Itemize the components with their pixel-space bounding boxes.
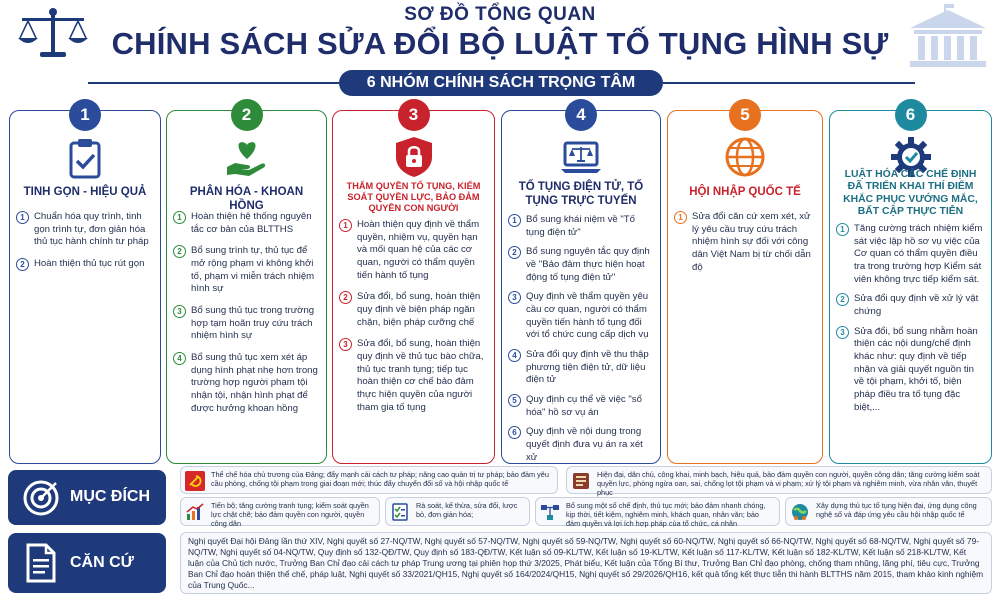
column-number-badge: 4 [565,99,597,131]
flow-icon [540,502,560,522]
purpose-box: Rà soát, kế thừa, sửa đổi, lược bỏ, đơn giản hóa; [385,497,530,526]
list-item: 6 Quy định về nội dung trong quyết định đưa vụ án ra xét xử [508,426,654,464]
clipboard-check-icon [63,135,107,179]
list-item: 3 Sửa đổi, bổ sung nhằm hoàn thiện các nội dung/chế định khác như: quy định về tiếp nhận và giải quyết nguồn tin về tội phạm, khởi tố, biện pháp điều tra tố tụng đặc biệt,... [836,326,985,415]
connector-line-right [663,82,915,84]
diagram-title: CHÍNH SÁCH SỬA ĐỔI BỘ LUẬT TỐ TỤNG HÌNH SỰ [111,26,889,61]
column-number-badge: 5 [729,99,761,131]
hand-heart-icon [225,135,269,179]
column-number-badge: 6 [895,99,927,131]
column-number-badge: 1 [69,99,101,131]
list-item: 3 Quy định về thẩm quyền yêu cầu cơ quan, người có thẩm quyền tiến hành tố tụng đối với tổ chức cung cấp dịch vụ [508,291,654,342]
list-item: 1 Tăng cường trách nhiệm kiểm sát việc lập hồ sơ vụ việc của Cơ quan có thẩm quyền điều tra trong trường hợp Kiểm sát viên không trực tiếp kiểm sát. [836,223,985,286]
list-item: 2 Bổ sung trình tự, thủ tục để mở rộng phạm vi không khởi tố, phạm vi miễn trách nhiệm hình sự [173,245,320,296]
purpose-box: Bổ sung một số chế định, thủ tục mới; bảo đảm nhanh chóng, kịp thời, tiết kiệm, nghiêm minh, khách quan, nhân văn; bảo đảm quyền và lợi ích hợp pháp của tổ chức, cá nhân [535,497,780,526]
book-scales-icon [571,471,591,491]
list-item: 1 Chuẩn hóa quy trình, tinh gọn trình tự, đơn giản hóa thủ tục hành chính tư pháp [16,211,154,249]
list-item: 1 Sửa đổi căn cứ xem xét, xử lý yêu cầu truy cứu trách nhiệm hình sự đối với công dân Việt Nam bị từ chối dẫn độ [674,211,816,274]
purpose-box: Tiến bộ; tăng cường tranh tụng; kiểm soát quyền lực chặt chẽ; bảo đảm quyền con người, quyền công dân [180,497,380,526]
document-icon [24,543,58,583]
column-title: TỐ TỤNG ĐIỆN TỬ, TỐ TỤNG TRỰC TUYẾN [518,181,644,207]
list-item: 3 Bổ sung thủ tục trong trường hợp tạm hoãn truy cứu trách nhiệm hình sự [173,305,320,343]
laptop-scales-icon [559,135,603,179]
list-item: 1 Bổ sung khái niệm về "Tố tụng điện tử" [508,214,654,239]
list-item: 1 Hoàn thiện quy định về thẩm quyền, nhiệm vụ, quyền hạn và mối quan hệ của các cơ quan, người có thẩm quyền tiến hành tố tụng [339,219,488,282]
column-title: PHÂN HÓA - KHOAN HỒNG [189,186,304,212]
target-icon [22,479,60,517]
policy-column-1 [9,105,161,464]
list-item: 2 Sửa đổi quy định về xử lý vật chứng [836,293,985,318]
policy-column-5 [667,105,823,464]
list-item: 2 Hoàn thiện thủ tục rút gọn [16,258,154,271]
checklist-icon [390,502,410,522]
basis-text: Nghị quyết Đại hội Đảng lần thứ XIV, Nghị quyết số 27-NQ/TW, Nghị quyết số 57-NQ/TW, Nghị quyết số 59-NQ/TW, Nghị quyết số 60-NQ/TW, Nghị quyết số 66-NQ/TW, Nghị quyết số 68-NQ/TW, Nghị quyết số 79-NQ/TW, Nghị quyết số 04-NQ/TW, Quy định số 132-QĐ/TW, Quy định số 183-QĐ/TW, Kết luận số 09-KL/TW, Kết luận số 19-KL/TW, Kết luận số 117-KL/TW, Kết luận số 182-KL/TW, Kết luận số 218-KL/TW, Kết luận của Chủ tịch nước, Trưởng Ban Chỉ đạo cải cách tư pháp Trung ương tại phiên họp thứ 3/2025, Phát biểu, Kết luận của Tổng Bí thư, Trưởng Ban Chỉ đạo phòng, chống tham nhũng, lãng phí, tiêu cực, Trưởng Ban Chỉ đạo hoàn thiện thể chế, pháp luật, Nghị quyết số 33/2021/QH15, Nghị quyết số 164/2024/QH15, Nghị quyết số 29/2026/QH16, kết quả tổng kết thực tiễn thi hành BLTTHS năm 2015, tham khảo kinh nghiệm của Trung Quốc... [188,536,984,591]
policy-groups-banner: 6 NHÓM CHÍNH SÁCH TRỌNG TÂM [339,70,663,96]
globe-people-icon [790,502,810,522]
column-number-badge: 2 [231,99,263,131]
list-item: 4 Bổ sung thủ tục xem xét áp dụng hình phạt nhẹ hơn trong trường hợp người phạm tội nhận tội, nhận hình phạt để được hưởng khoan hồng [173,352,320,415]
chart-up-icon [185,502,205,522]
connector-line-left [88,82,339,84]
policy-column-4 [501,105,661,464]
purpose-box: Xây dựng thủ tục tố tụng hiện đại, ứng dụng công nghệ số và đáp ứng yêu cầu hội nhập quốc tế [785,497,992,526]
column-title: THẨM QUYỀN TỐ TỤNG, KIỂM SOÁT QUYỀN LỰC, BẢO ĐẢM QUYỀN CON NGƯỜI [346,181,481,214]
basis-label: CĂN CỨ [8,533,166,593]
purpose-box: Thể chế hóa chủ trương của Đảng; đẩy mạnh cải cách tư pháp; nâng cao quản trị tư pháp; bảo đảm yêu cầu phòng, chống tội phạm trong giai đoạn mới; thúc đẩy chuyển đổi số và hội nhập quốc tế [180,466,558,494]
list-item: 1 Hoàn thiện hệ thống nguyên tắc cơ bản của BLTTHS [173,211,320,236]
policy-column-3 [332,105,495,464]
policy-column-2 [166,105,327,464]
list-item: 2 Sửa đổi, bổ sung, hoàn thiện quy định về biện pháp ngăn chặn, biện pháp cưỡng chế [339,291,488,329]
list-item: 3 Sửa đổi, bổ sung, hoàn thiện quy định về thủ tục bào chữa, thủ tục tranh tụng; tiếp tục hoàn thiện cơ chế bảo đảm thực hiện quyền của người tham gia tố tụng [339,338,488,414]
policy-column-6 [829,105,992,464]
column-title: LUẬT HÓA CÁC CHẾ ĐỊNH ĐÃ TRIỂN KHAI THÍ ĐIỂM KHẮC PHỤC VƯỚNG MẮC, BẤT CẬP THỰC TIỄN [843,169,978,218]
party-flag-icon [185,471,205,491]
list-item: 2 Bổ sung nguyên tắc quy định về "Bảo đảm thực hiện hoạt động tố tụng điện tử" [508,246,654,284]
column-number-badge: 3 [398,99,430,131]
globe-icon [723,135,767,179]
purpose-label: MỤC ĐÍCH [8,470,166,525]
basis-text-box [180,532,992,594]
purpose-box: Hiện đại, dân chủ, công khai, minh bạch, hiệu quả, bảo đảm quyền con người, quyền công dân; tăng cường kiểm soát quyền lực, phòng ngừa oan, sai, chống lọt tội phạm và vi phạm; xử lý tội phạm và nghiêm minh, vừa nhân văn, thuyết phục [566,466,992,494]
diagram-subtitle: SƠ ĐỒ TỔNG QUAN [404,4,596,25]
list-item: 5 Quy định cụ thể về việc "số hóa" hồ sơ vụ án [508,394,654,419]
list-item: 4 Sửa đổi quy định về thu thập phương tiện điện tử, dữ liệu điện tử [508,349,654,387]
shield-lock-icon [392,135,436,179]
column-title: HỘI NHẬP QUỐC TẾ [689,186,801,198]
column-title: TINH GỌN - HIỆU QUẢ [23,186,147,198]
